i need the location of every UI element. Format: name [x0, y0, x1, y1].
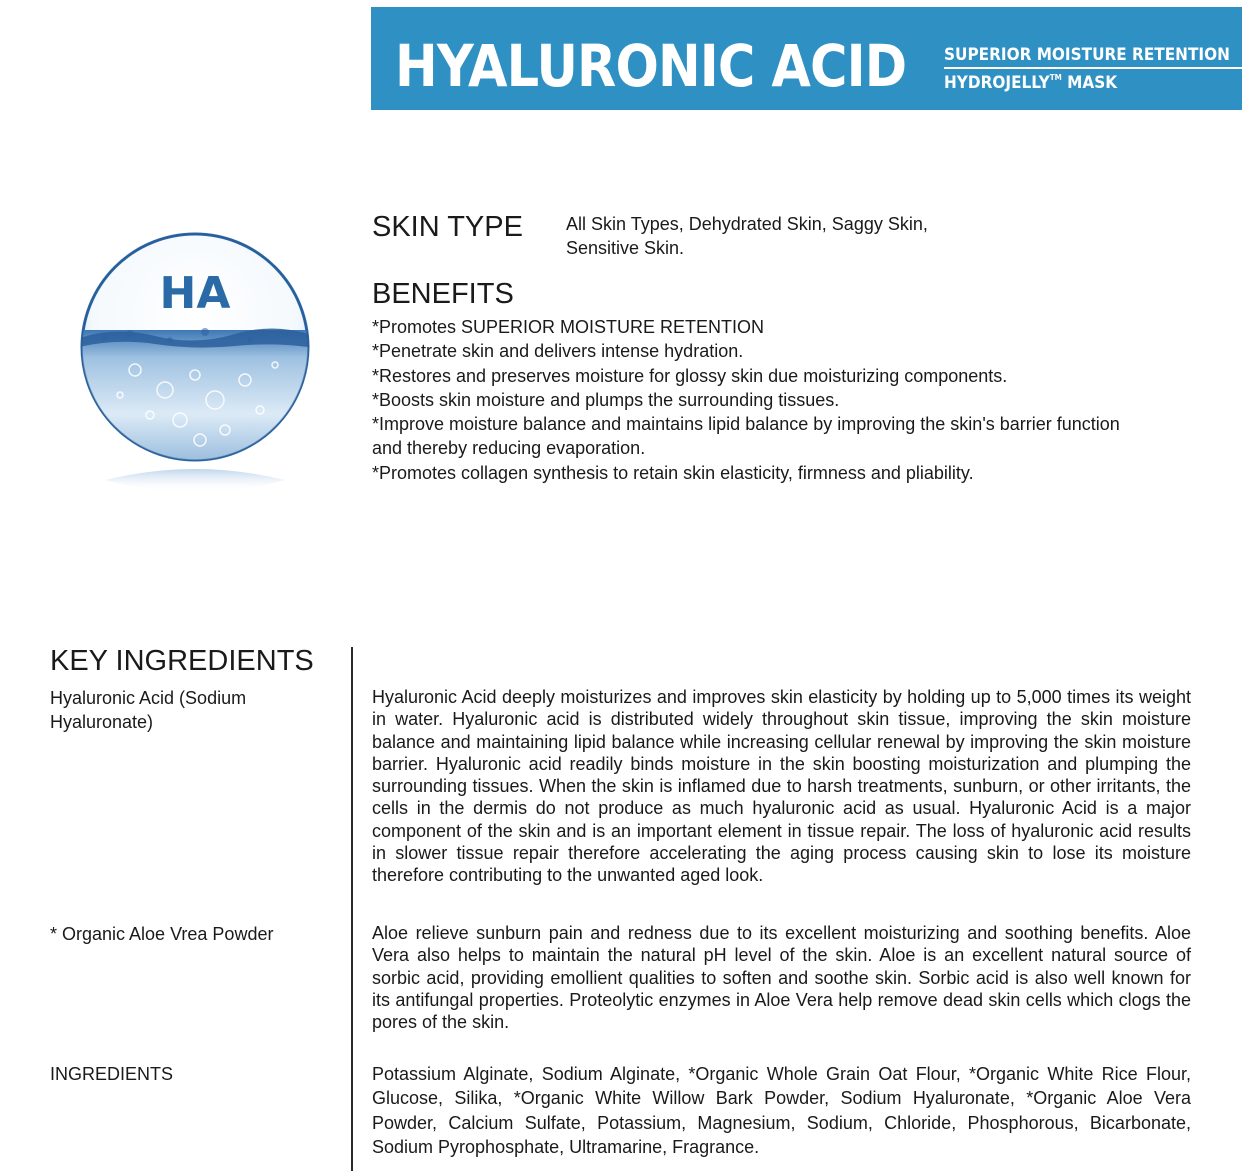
- trademark-mark: TM: [1049, 73, 1062, 82]
- banner-subtitle-mask: [944, 73, 1117, 93]
- header-banner: [371, 7, 1242, 110]
- ingredients-list: Potassium Alginate, Sodium Alginate, *Organic Whole Grain Oat Flour, *Organic White Rice Flour, Glucose, Silika, *Organic White Willow Bark Powder, Sodium Hyaluronate, *Organic Aloe Vera Powder, Calcium Sulfate, Potassium, Magnesium, Sodium, Chloride, Phosphorous, Bicarbonate, Sodium Pyrophosphate, Ultramarine, Fragrance.: [372, 1064, 1191, 1157]
- ingredients-label: INGREDIENTS: [50, 1064, 174, 1084]
- benefit-item: *Promotes collagen synthesis to retain skin elasticity, firmness and pliability.: [372, 462, 974, 483]
- banner-subtitle-mask-text: HYDROJELLY: [944, 73, 1050, 93]
- banner-divider: [944, 67, 1242, 69]
- ha-bubble-illustration: [75, 230, 315, 510]
- skin-type-heading: SKIN TYPE: [372, 211, 523, 243]
- banner-subtitle-mask-suffix: MASK: [1061, 73, 1118, 93]
- banner-subtitle-moisture: SUPERIOR MOISTURE RETENTION: [944, 45, 1230, 65]
- column-divider: [351, 647, 353, 1171]
- ha-badge-text: HA: [159, 268, 231, 319]
- key-ingredients-heading: KEY INGREDIENTS: [50, 645, 314, 677]
- benefit-item: *Penetrate skin and delivers intense hydration.: [372, 341, 744, 362]
- page-title: HYALURONIC ACID: [395, 32, 907, 100]
- skin-type-text: All Skin Types, Dehydrated Skin, Saggy Skin, Sensitive Skin.: [566, 214, 928, 258]
- ingredient-label-hyaluronic: Hyaluronic Acid (Sodium Hyaluronate): [50, 688, 247, 732]
- ingredient-description-aloe: Aloe relieve sunburn pain and redness due to its excellent moisturizing and soothing benefits. Aloe Vera also helps to maintain the natural pH level of the skin. Aloe is an excellent natural source of sorbic acid, providing emollient qualities to soften and soothe skin. Sorbic acid is also well known for its antifungal properties. Proteolytic enzymes in Aloe Vera help remove dead skin cells which clogs the pores of the skin.: [372, 923, 1191, 1033]
- ingredient-label-aloe: * Organic Aloe Vrea Powder: [50, 924, 274, 944]
- benefits-list: [372, 315, 1172, 485]
- benefit-item: *Promotes SUPERIOR MOISTURE RETENTION: [372, 317, 765, 337]
- benefit-item: *Boosts skin moisture and plumps the surrounding tissues.: [372, 389, 840, 410]
- ingredient-description-hyaluronic: Hyaluronic Acid deeply moisturizes and improves skin elasticity by holding up to 5,000 times its weight in water. Hyaluronic acid is distributed widely throughout skin tissue, improving the skin moisture balance and maintaining lipid balance while increasing cellular renewal by improving the skin moisture barrier. Hyaluronic acid readily binds moisture in the skin boosting moisturization and plumping the surrounding tissues. When the skin is inflamed due to harsh treatments, sunburn, or other irritants, the cells in the dermis do not produce as much hyaluronic acid as usual. Hyaluronic Acid is a major component of the skin and is an important element in tissue repair. The loss of hyaluronic acid results in slower tissue repair therefore accelerating the aging process causing skin to lose its moisture therefore contributing to the unwanted aged look.: [372, 687, 1191, 886]
- benefit-item: *Restores and preserves moisture for glossy skin due moisturizing components.: [372, 365, 1008, 386]
- benefits-heading: BENEFITS: [372, 278, 514, 310]
- benefit-item: *Improve moisture balance and maintains lipid balance by improving the skin's barrier function and thereby reducing evaporation.: [372, 414, 1120, 459]
